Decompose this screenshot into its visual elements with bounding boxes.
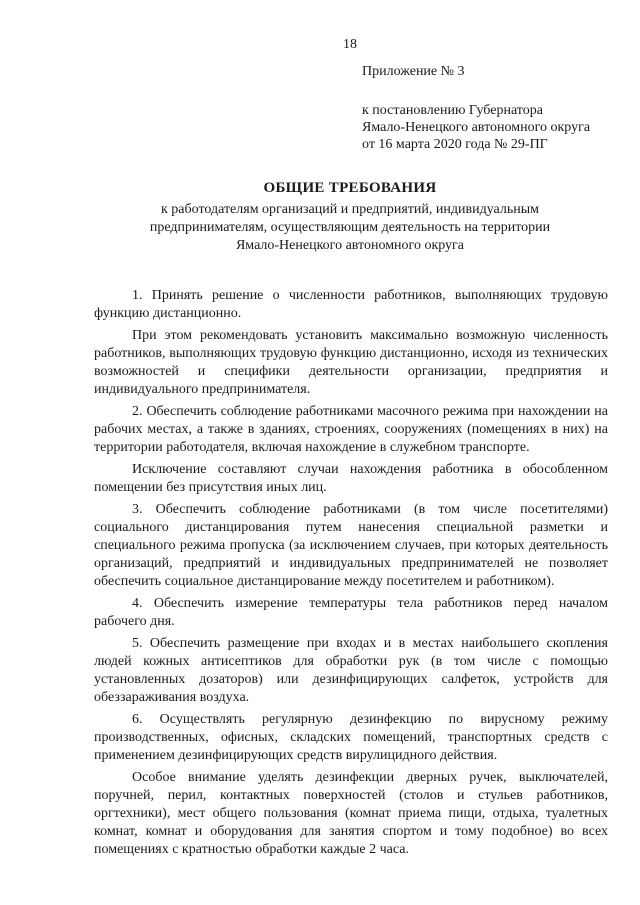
document-heading: ОБЩИЕ ТРЕБОВАНИЯ — [263, 180, 437, 196]
paragraph: 2. Обеспечить соблюдение работниками масочного режима при нахождении на рабочих местах, а также в зданиях, строениях, сооружениях (помещениях в них) на территории работодателя, включая нахождение в служебном транспорте. — [94, 404, 608, 455]
paragraph: 6. Осуществлять регулярную дезинфекцию по вирусному режиму производственных, офисных, складских помещений, транспортных средств с применением дезинфицирующих средств вирулицидного действия. — [94, 712, 608, 763]
paragraph: 3. Обеспечить соблюдение работниками (в том числе посетителями) социального дистанцирования путем нанесения специальной разметки и специального режима пропуска (за исключением случаев, при которых деятельность организаций, предприятий и индивидуальных предпринимателей не позволяет обеспечить социальное дистанцирование между посетителем и работником). — [94, 502, 608, 589]
paragraph: Особое внимание уделять дезинфекции дверных ручек, выключателей, поручней, перил, контактных поверхностей (столов и стульев работников, оргтехники), мест общего пользования (комнат приема пищи, отдыха, туалетных комнат, комнат и оборудования для занятия спортом и тому подобное) во всех помещениях с кратностью обработки каждые 2 часа. — [94, 770, 608, 857]
appendix-line: Ямало-Ненецкого автономного округа — [362, 120, 591, 135]
subheading-line: Ямало-Ненецкого автономного округа — [235, 238, 465, 253]
appendix-line: к постановлению Губернатора — [362, 103, 543, 118]
page-number: 18 — [343, 37, 357, 52]
appendix-line: от 16 марта 2020 года № 29-ПГ — [362, 137, 548, 152]
appendix-title: Приложение № 3 — [362, 64, 465, 79]
document-body — [94, 287, 608, 863]
paragraph: 5. Обеспечить размещение при входах и в местах наибольшего скопления людей кожных антисептиков для обработки рук (в том числе с помощью установленных дозаторов) или дезинфицирующих салфеток, устройств для обеззараживания воздуха. — [94, 636, 608, 705]
paragraph: При этом рекомендовать установить максимально возможную численность работников, выполняющих трудовую функцию дистанционно, исходя из технических возможностей и специфики деятельности организации, предприятия и индивидуального предпринимателя. — [94, 328, 608, 397]
paragraph: 4. Обеспечить измерение температуры тела работников перед началом рабочего дня. — [94, 596, 608, 629]
appendix-block — [362, 63, 590, 153]
subheading-line: предпринимателям, осуществляющим деятельность на территории — [149, 220, 551, 235]
paragraph: Исключение составляют случаи нахождения работника в обособленном помещении без присутствия иных лиц. — [94, 462, 608, 495]
paragraph: 1. Принять решение о численности работников, выполняющих трудовую функцию дистанционно. — [94, 288, 608, 321]
document-subheading — [100, 201, 600, 255]
subheading-line: к работодателям организаций и предприятий, индивидуальным — [160, 202, 539, 217]
